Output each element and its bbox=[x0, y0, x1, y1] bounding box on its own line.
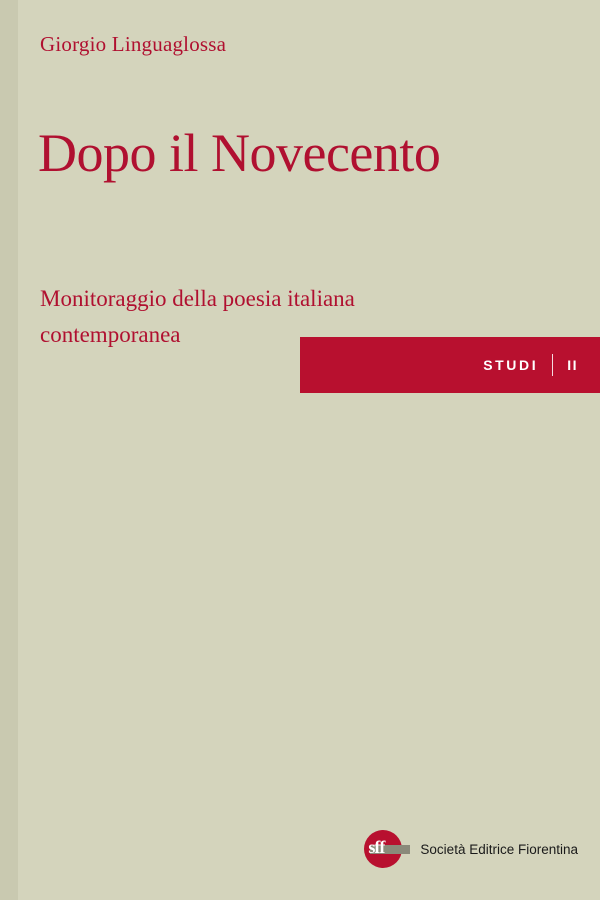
book-subtitle: Monitoraggio della poesia italiana contemporanea bbox=[40, 286, 355, 347]
publisher-mark-icon bbox=[364, 826, 410, 872]
series-divider bbox=[552, 354, 553, 376]
series-band bbox=[300, 337, 600, 393]
author-name: Giorgio Linguaglossa bbox=[40, 32, 227, 56]
series-name: STUDI bbox=[483, 357, 539, 373]
publisher-logo bbox=[364, 826, 578, 872]
publisher-name: Società Editrice Fiorentina bbox=[420, 841, 578, 857]
book-title: Dopo il Novecento bbox=[38, 123, 441, 183]
cover-spine-strip bbox=[0, 0, 18, 900]
logo-letters: sff bbox=[368, 837, 385, 857]
series-number: II bbox=[567, 357, 578, 373]
